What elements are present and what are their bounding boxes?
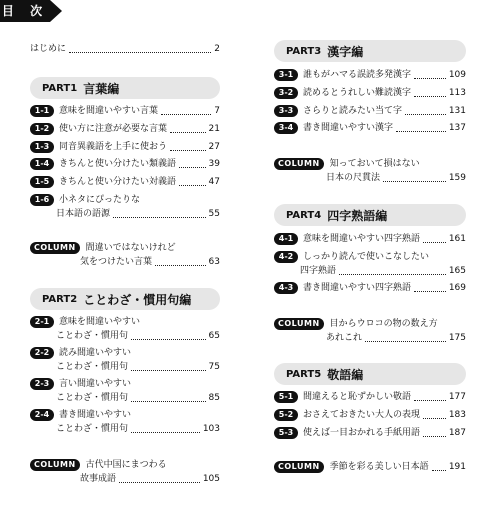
toc-entry-1-6[interactable] xyxy=(56,207,220,221)
toc-entry-5-3[interactable] xyxy=(274,426,466,440)
entry-text: はじめに xyxy=(30,44,67,54)
toc-entry-1-2[interactable] xyxy=(30,122,220,136)
section-number-badge: 2-4 xyxy=(30,409,54,421)
entry-text: 古代中国にまつわる xyxy=(85,460,167,470)
section-number-badge: 3-1 xyxy=(274,69,298,81)
page-number: 113 xyxy=(448,88,466,98)
entry-text: ことわざ・慣用句 xyxy=(56,362,129,372)
section-number-badge: 5-3 xyxy=(274,427,298,439)
toc-entry-2-2[interactable] xyxy=(56,360,220,374)
section-number-badge: 3-3 xyxy=(274,105,298,117)
entry-text: 季節を彩る美しい日本語 xyxy=(329,462,429,472)
section-number-badge: 1-4 xyxy=(30,158,54,170)
part2-header[interactable] xyxy=(30,288,220,310)
page-number: 105 xyxy=(202,474,220,484)
page-number: 63 xyxy=(208,257,220,267)
entry-text: 言い間違いやすい xyxy=(59,379,132,389)
page-number: 137 xyxy=(448,123,466,133)
leader-dots xyxy=(155,265,206,266)
page-number: 103 xyxy=(202,424,220,434)
section-number-badge: 1-1 xyxy=(30,105,54,117)
entry-text: 意味を間違いやすい xyxy=(59,317,141,327)
column-badge: COLUMN xyxy=(274,318,324,330)
column-entry-2-line1[interactable] xyxy=(30,458,167,472)
page-number: 7 xyxy=(214,106,220,116)
entry-text: 目からウロコの物の数え方 xyxy=(329,319,438,329)
column-badge: COLUMN xyxy=(30,459,80,471)
page-number: 169 xyxy=(448,283,466,293)
page-number: 21 xyxy=(208,124,220,134)
part-label: PART1 xyxy=(42,82,78,94)
toc-entry-1-6-line1[interactable] xyxy=(30,193,140,207)
leader-dots xyxy=(365,341,446,342)
toc-entry-2-4[interactable] xyxy=(56,422,220,436)
leader-dots xyxy=(414,96,446,97)
column-entry-3[interactable] xyxy=(326,171,466,185)
entry-text: 知っておいて損はない xyxy=(329,159,420,169)
toc-entry-3-3[interactable] xyxy=(274,104,466,118)
section-number-badge: 4-3 xyxy=(274,282,298,294)
leader-dots xyxy=(414,400,446,401)
entry-text: 読み間違いやすい xyxy=(59,348,132,358)
entry-text: 同音異義語を上手に使おう xyxy=(59,142,168,152)
entry-text: 小ネタにぴったりな xyxy=(59,195,141,205)
leader-dots xyxy=(131,339,206,340)
part-label: PART2 xyxy=(42,293,78,305)
page-number: 65 xyxy=(208,331,220,341)
entry-text: 意味を間違いやすい四字熟語 xyxy=(303,234,421,244)
page-number: 39 xyxy=(208,159,220,169)
leader-dots xyxy=(423,242,446,243)
part-label: PART3 xyxy=(286,45,322,57)
entry-text: 間違いではないけれど xyxy=(85,243,176,253)
toc-entry-3-1[interactable] xyxy=(274,68,466,82)
toc-entry-1-3[interactable] xyxy=(30,140,220,154)
entry-text: きちんと使い分けたい対義語 xyxy=(59,177,177,187)
part5-header[interactable] xyxy=(274,363,466,385)
page-number: 177 xyxy=(448,392,466,402)
leader-dots xyxy=(179,185,206,186)
part-title: 漢字編 xyxy=(327,44,364,59)
section-number-badge: 4-2 xyxy=(274,251,298,263)
part3-header[interactable] xyxy=(274,40,466,62)
page-number: 47 xyxy=(208,177,220,187)
page-number: 175 xyxy=(448,333,466,343)
leader-dots xyxy=(179,167,206,168)
leader-dots xyxy=(396,131,446,132)
page-number: 85 xyxy=(208,393,220,403)
column-entry-1[interactable] xyxy=(80,255,220,269)
section-number-badge: 1-6 xyxy=(30,194,54,206)
column-entry-2[interactable] xyxy=(80,472,220,486)
leader-dots xyxy=(170,150,206,151)
page-number: 109 xyxy=(448,70,466,80)
leader-dots xyxy=(423,418,446,419)
toc-entry-4-1[interactable] xyxy=(274,232,466,246)
leader-dots xyxy=(423,436,446,437)
column-entry-4[interactable] xyxy=(326,331,466,345)
entry-text: きちんと使い分けたい類義語 xyxy=(59,159,177,169)
leader-dots xyxy=(383,181,446,182)
toc-entry-2-4-line1[interactable] xyxy=(30,408,131,422)
entry-text: 日本の尺貫法 xyxy=(326,173,381,183)
part-title: 四字熟語編 xyxy=(327,208,388,223)
page-number: 2 xyxy=(214,44,220,54)
toc-entry-intro[interactable] xyxy=(30,42,220,56)
toc-entry-2-3-line1[interactable] xyxy=(30,377,131,391)
entry-text: 使い方に注意が必要な言葉 xyxy=(59,124,168,134)
toc-entry-1-5[interactable] xyxy=(30,175,220,189)
toc-entry-1-4[interactable] xyxy=(30,157,220,171)
column-entry-4-line1[interactable] xyxy=(274,317,438,331)
leader-dots xyxy=(170,132,206,133)
toc-entry-3-4[interactable] xyxy=(274,121,466,135)
leader-dots xyxy=(69,52,211,53)
entry-text: 使えば一目おかれる手紙用語 xyxy=(303,428,421,438)
column-entry-5[interactable] xyxy=(274,460,466,474)
page-number: 187 xyxy=(448,428,466,438)
leader-dots xyxy=(161,114,211,115)
toc-entry-2-1-line1[interactable] xyxy=(30,315,140,329)
page-number: 27 xyxy=(208,142,220,152)
part-title: ことわざ・慣用句編 xyxy=(83,292,192,307)
page-number: 191 xyxy=(448,462,466,472)
entry-text: ことわざ・慣用句 xyxy=(56,424,129,434)
toc-entry-2-3[interactable] xyxy=(56,391,220,405)
page-number: 165 xyxy=(448,266,466,276)
entry-text: 誰もがハマる誤読多発漢字 xyxy=(303,70,412,80)
page-number: 131 xyxy=(448,106,466,116)
leader-dots xyxy=(131,370,206,371)
leader-dots xyxy=(414,78,446,79)
entry-text: 書き間違いやすい漢字 xyxy=(303,123,394,133)
leader-dots xyxy=(339,274,446,275)
entry-text: さらりと読みたい当て字 xyxy=(303,106,403,116)
toc-entry-4-3[interactable] xyxy=(274,281,466,295)
column-badge: COLUMN xyxy=(30,242,80,254)
page-number: 55 xyxy=(208,209,220,219)
leader-dots xyxy=(131,432,200,433)
part-label: PART5 xyxy=(286,368,322,380)
section-number-badge: 3-4 xyxy=(274,122,298,134)
section-number-badge: 2-2 xyxy=(30,347,54,359)
section-number-badge: 2-1 xyxy=(30,316,54,328)
entry-text: 書き間違いやすい xyxy=(59,410,132,420)
page-number: 183 xyxy=(448,410,466,420)
leader-dots xyxy=(414,291,446,292)
entry-text: 書き間違いやすい四字熟語 xyxy=(303,283,412,293)
section-number-badge: 3-2 xyxy=(274,87,298,99)
column-entry-1-line1[interactable] xyxy=(30,241,176,255)
entry-text: ことわざ・慣用句 xyxy=(56,393,129,403)
column-badge: COLUMN xyxy=(274,461,324,473)
entry-text: しっかり読んで使いこなしたい xyxy=(303,252,430,262)
page-number: 75 xyxy=(208,362,220,372)
toc-entry-4-2-line1[interactable] xyxy=(274,250,429,264)
toc-entry-4-2[interactable] xyxy=(300,264,466,278)
page-number: 161 xyxy=(448,234,466,244)
entry-text: 四字熟語 xyxy=(300,266,337,276)
entry-text: 気をつけたい言葉 xyxy=(80,257,153,267)
toc-title: 目 次 xyxy=(0,0,50,22)
leader-dots xyxy=(432,470,446,471)
part-label: PART4 xyxy=(286,209,322,221)
entry-text: ことわざ・慣用句 xyxy=(56,331,129,341)
part-title: 言葉編 xyxy=(83,81,120,96)
entry-text: おさえておきたい大人の表現 xyxy=(303,410,421,420)
toc-entry-5-2[interactable] xyxy=(274,408,466,422)
leader-dots xyxy=(405,114,446,115)
column-badge: COLUMN xyxy=(274,158,324,170)
entry-text: あれこれ xyxy=(326,333,363,343)
section-number-badge: 1-3 xyxy=(30,141,54,153)
toc-entry-3-2[interactable] xyxy=(274,86,466,100)
leader-dots xyxy=(119,482,200,483)
entry-text: 読めるとうれしい難読漢字 xyxy=(303,88,412,98)
entry-text: 間違えると恥ずかしい敬語 xyxy=(303,392,412,402)
toc-entry-2-2-line1[interactable] xyxy=(30,346,131,360)
toc-entry-5-1[interactable] xyxy=(274,390,466,404)
section-number-badge: 1-5 xyxy=(30,176,54,188)
entry-text: 日本語の語源 xyxy=(56,209,111,219)
leader-dots xyxy=(131,401,206,402)
page-number: 159 xyxy=(448,173,466,183)
toc-entry-1-1[interactable] xyxy=(30,104,220,118)
section-number-badge: 2-3 xyxy=(30,378,54,390)
part-title: 敬語編 xyxy=(327,367,364,382)
section-number-badge: 1-2 xyxy=(30,123,54,135)
column-entry-3-line1[interactable] xyxy=(274,157,420,171)
part1-header[interactable] xyxy=(30,77,220,99)
leader-dots xyxy=(113,217,206,218)
entry-text: 意味を間違いやすい言葉 xyxy=(59,106,159,116)
entry-text: 故事成語 xyxy=(80,474,117,484)
section-number-badge: 4-1 xyxy=(274,233,298,245)
section-number-badge: 5-2 xyxy=(274,409,298,421)
toc-entry-2-1[interactable] xyxy=(56,329,220,343)
section-number-badge: 5-1 xyxy=(274,391,298,403)
part4-header[interactable] xyxy=(274,204,466,226)
